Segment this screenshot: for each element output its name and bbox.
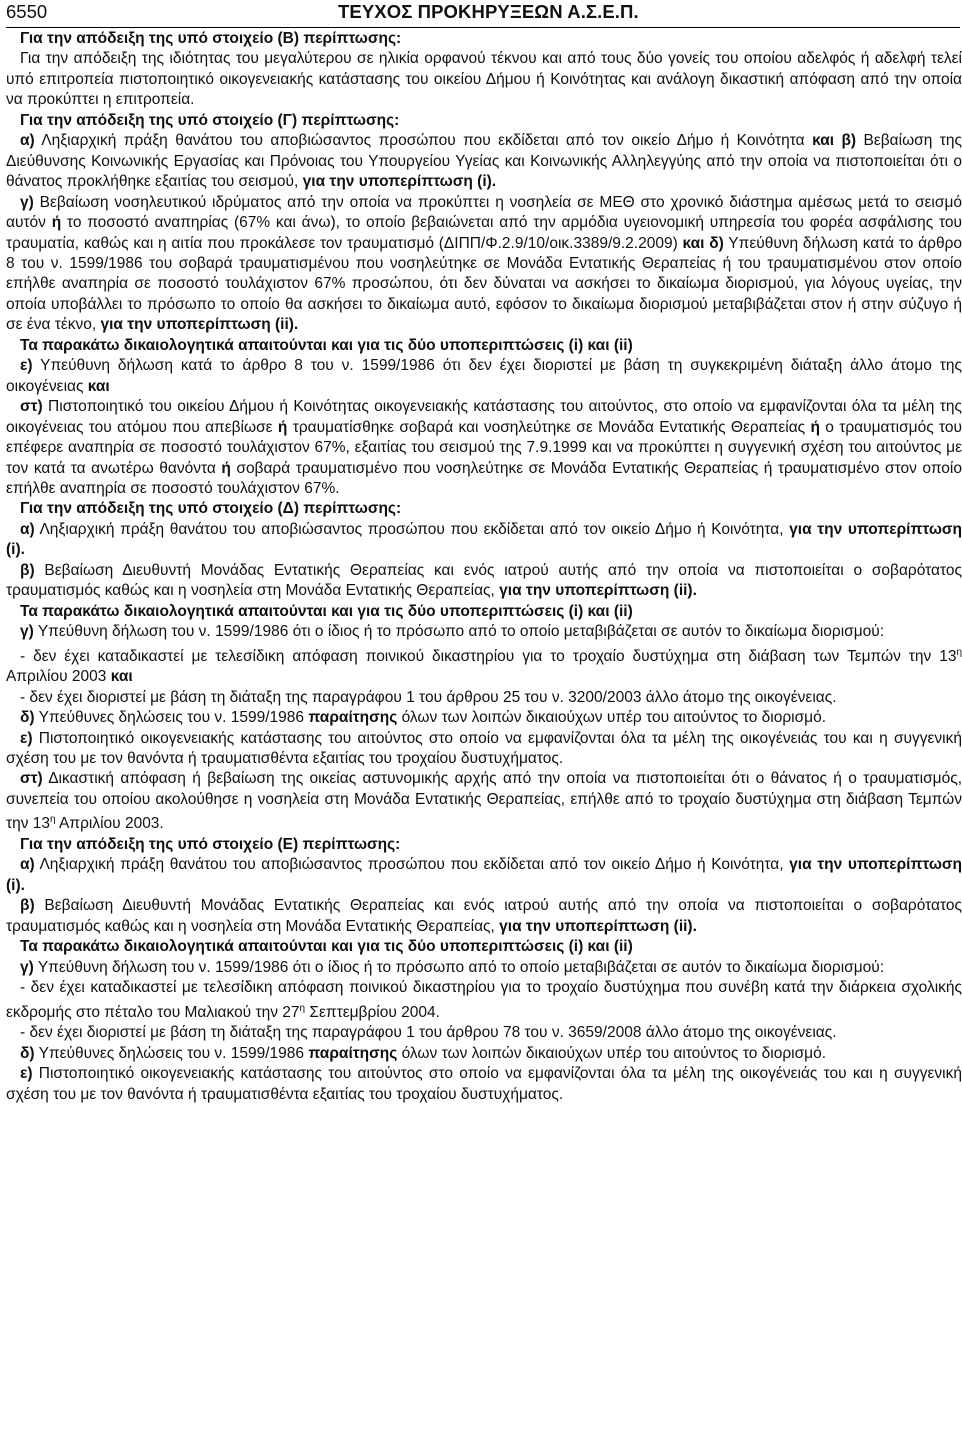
journal-title: ΤΕΥΧΟΣ ΠΡΟΚΗΡΥΞΕΩΝ Α.Σ.Ε.Π. — [338, 1, 639, 22]
paragraph — [6, 520, 962, 561]
bold-text: Για την απόδειξη της υπό στοιχείο (Δ) περίπτωσης: — [20, 500, 402, 518]
text-run: - δεν έχει διοριστεί με βάση τη διάταξη της παραγράφου 1 του άρθρου 25 του ν. 3200/2003 άλλο άτομο της οικογένειας. — [20, 688, 837, 706]
text-run: Πιστοποιητικό οικογενειακής κατάστασης του αιτούντος στο οποίο να εμφανίζονται όλα τα μέλη της οικογένειάς του και η συγγενική σχέση του με τον θανόντα ή τραυματισθέντα εξαιτίας του τροχαίου δυστυχήματος. — [6, 1065, 962, 1103]
paragraph — [6, 561, 962, 602]
bold-text: Για την απόδειξη της υπό στοιχείο (Ε) περίπτωσης: — [20, 835, 401, 853]
superscript-text: η — [50, 814, 56, 826]
paragraph — [6, 643, 962, 688]
bold-text: Τα παρακάτω δικαιολογητικά απαιτούνται και για τις δύο υποπεριπτώσεις (i) και (ii) — [20, 602, 633, 620]
paragraph — [6, 356, 962, 397]
bold-text: γ) — [20, 623, 34, 641]
bold-text: ε) — [20, 729, 33, 747]
bold-text: στ) — [20, 770, 43, 788]
text-run: Βεβαίωση νοσηλευτικού ιδρύματος από την οποία να προκύπτει η νοσηλεία σε ΜΕΘ στο χρονικό διάστημα αμέσως μετά το σεισμό αυτόν — [6, 193, 962, 232]
bold-text: και — [87, 377, 110, 395]
bold-text: α) — [20, 132, 35, 150]
text-run: όλων των λοιπών δικαιούχων υπέρ του αιτούντος το διορισμό. — [397, 1044, 827, 1062]
paragraph — [6, 49, 962, 110]
bold-text: ή — [810, 418, 820, 436]
bold-text: για την υποπερίπτωση (i). — [6, 520, 962, 559]
paragraph — [6, 336, 962, 356]
paragraph — [6, 855, 962, 896]
bold-text: για την υποπερίπτωση (i). — [6, 856, 962, 894]
text-run: ο τραυματισμός του επέφερε αναπηρία σε ποσοστό τουλάχιστον 67%, εξαιτίας του σεισμού της 7.9.1999 και να προκύπτει η συγγενική σχέση του αιτούντος με τον κατά τα ανωτέρω θανόντα — [6, 418, 962, 477]
bold-text: γ) — [20, 193, 34, 211]
bold-text: α) — [20, 520, 35, 538]
paragraph — [6, 688, 962, 708]
bold-text: δ) — [20, 1044, 35, 1062]
bold-text: Τα παρακάτω δικαιολογητικά απαιτούνται και για τις δύο υποπεριπτώσεις (i) και (ii) — [20, 938, 633, 956]
text-run: Υπεύθυνη δήλωση του ν. 1599/1986 ότι ο ίδιος ή το πρόσωπο από το οποίο μεταβιβάζεται σε αυτόν το δικαίωμα διορισμού: — [33, 958, 885, 976]
bold-text: ή — [221, 459, 231, 477]
text-run: Υπεύθυνες δηλώσεις του ν. 1599/1986 — [34, 709, 309, 727]
text-run: Πιστοποιητικό οικογενειακής κατάστασης του αιτούντος στο οποίο να εμφανίζονται όλα τα μέλη της οικογένειάς του και η συγγενική σχέση του με τον θανόντα ή τραυματισθέντα εξαιτίας του τροχαίου δυστυχήματος. — [6, 729, 962, 768]
bold-text: και — [110, 668, 133, 686]
text-run: Για την απόδειξη της ιδιότητας του μεγαλύτερου σε ηλικία ορφανού τέκνου και από τους δύο γονείς του οποίου αδελφός ή αδελφή τελεί υπό επιτροπεία πιστοποιητικό οικογενειακής κατάστασης του οικείου Δήμου ή Κοινότητας και ανάλογη δικαστική απόφαση από την οποία να προκύπτει η επιτροπεία. — [6, 50, 962, 109]
text-run: Σεπτεμβρίου 2004. — [305, 1003, 440, 1021]
text-run: Υπεύθυνη δήλωση κατά το άρθρο 8 του ν. 1599/1986 του σοβαρά τραυματισμένου που νοσηλεύτηκε σε Μονάδα Εντατικής Θεραπείας ή του τραυματισμένου στον οποίο επήλθε αναπηρία σε ποσοστό τουλάχιστον 67% προσώπου, ότι δεν δύναται να ασκήσει το δικαίωμα διορισμού, για λόγους υγείας, την οποία υποβάλλει το πρόσωπο το οποίο θα ασκήσει το δικαίωμα αυτό, εφόσον το δικαίωμα διορισμού μεταβιβάζεται στον ή στην σύζυγο ή σε ένα τέκνο, — [6, 234, 962, 334]
text-run: Απριλίου 2003 — [6, 668, 111, 686]
text-run: Ληξιαρχική πράξη θανάτου του αποβιώσαντος προσώπου που εκδίδεται από τον οικείο Δήμο ή Κοινότητα, — [34, 520, 790, 538]
bold-text: Για την απόδειξη της υπό στοιχείο (Β) περίπτωσης: — [20, 30, 402, 47]
paragraph — [6, 397, 962, 499]
bold-text: ε) — [20, 1065, 33, 1083]
paragraph — [6, 111, 962, 131]
text-run: όλων των λοιπών δικαιούχων υπέρ του αιτούντος το διορισμό. — [397, 709, 827, 727]
bold-text: παραίτησης — [308, 1044, 398, 1062]
paragraph — [6, 131, 962, 192]
header-rule — [6, 27, 960, 28]
bold-text: παραίτησης — [308, 709, 398, 727]
bold-text: για την υποπερίπτωση (ii). — [499, 917, 697, 935]
bold-text: για την υποπερίπτωση (ii). — [499, 582, 697, 600]
bold-text: και β) — [812, 132, 857, 150]
text-run: - δεν έχει καταδικαστεί με τελεσίδικη απόφαση ποινικού δικαστηρίου για το τροχαίο δυστύχημα στη διάβαση των Τεμπών την 13 — [20, 647, 957, 665]
paragraph — [6, 769, 962, 835]
bold-text: ε) — [20, 357, 33, 375]
text-run: Πιστοποιητικό του οικείου Δήμου ή Κοινότητας οικογενειακής κατάστασης του αιτούντος, στο οποίο να εμφανίζονται όλα τα μέλη της οικογένειας του ατόμου που απεβίωσε — [6, 398, 962, 436]
text-run: Ληξιαρχική πράξη θανάτου του αποβιώσαντος προσώπου που εκδίδεται από τον οικείο Δήμο ή Κοινότητα — [34, 132, 813, 150]
bold-text: και δ) — [682, 234, 724, 252]
superscript-text: η — [299, 1002, 306, 1014]
paragraph — [6, 708, 962, 728]
text-run: Βεβαίωση Διευθυντή Μονάδας Εντατικής Θεραπείας και ενός ιατρού αυτής από την οποία να πιστοποιείται ο σοβαρότατος τραυματισμός καθώς και η νοσηλεία στη Μονάδα Εντατικής Θεραπείας, — [6, 561, 962, 600]
text-run: τραυματίσθηκε σοβαρά και νοσηλεύτηκε σε Μονάδα Εντατικής Θεραπείας — [287, 418, 811, 436]
bold-text: Τα παρακάτω δικαιολογητικά απαιτούνται και για τις δύο υποπεριπτώσεις (i) και (ii) — [20, 336, 633, 354]
paragraph — [6, 937, 962, 957]
page-number: 6550 — [6, 1, 48, 22]
text-run: Υπεύθυνη δήλωση κατά το άρθρο 8 του ν. 1599/1986 ότι δεν έχει διοριστεί με βάση τη συγκεκριμένη διάταξη άλλο άτομο της οικογένειας — [6, 357, 962, 395]
text-run: Απριλίου 2003. — [55, 815, 164, 833]
paragraph — [6, 1023, 962, 1043]
paragraph — [6, 499, 962, 519]
text-run: Ληξιαρχική πράξη θανάτου του αποβιώσαντος προσώπου που εκδίδεται από τον οικείο Δήμο ή Κοινότητα, — [34, 856, 790, 874]
paragraph — [6, 896, 962, 937]
bold-text: ή — [277, 418, 288, 436]
text-run: Βεβαίωση Διευθυντή Μονάδας Εντατικής Θεραπείας και ενός ιατρού αυτής από την οποία να πιστοποιείται ο σοβαρότατος τραυματισμός καθώς και η νοσηλεία στη Μονάδα Εντατικής Θεραπείας, — [6, 897, 962, 935]
text-run: Δικαστική απόφαση ή βεβαίωση της οικείας αστυνομικής αρχής από την οποία να πιστοποιείται ότι ο θάνατος ή ο τραυματισμός, συνεπεία του οποίου ακολούθησε η νοσηλεία στη Μονάδα Εντατικής Θεραπείας, επήλθε από το τροχαίο δυστύχημα στη διάβαση Τεμπών την 13 — [6, 770, 962, 833]
paragraph — [6, 729, 962, 770]
paragraph — [6, 835, 962, 855]
text-run: - δεν έχει καταδικαστεί με τελεσίδικη απόφαση ποινικού δικαστηρίου για το τροχαίο δυστύχημα που συνέβη κατά την διάρκεια σχολικής εκδρομής στο πέταλο του Μαλιακού την 27 — [6, 979, 962, 1021]
bold-text: β) — [20, 897, 35, 915]
text-run: - δεν έχει διοριστεί με βάση τη διάταξη της παραγράφου 1 του άρθρου 78 του ν. 3659/2008 άλλο άτομο της οικογένειας. — [20, 1024, 837, 1042]
bold-text: στ) — [20, 398, 43, 416]
paragraph — [6, 193, 962, 336]
paragraph — [6, 958, 962, 978]
bold-text: ή — [51, 214, 62, 232]
paragraph — [6, 1064, 962, 1105]
paragraph — [6, 29, 962, 49]
paragraph — [6, 1044, 962, 1064]
bold-text: για την υποπερίπτωση (i). — [302, 173, 497, 191]
text-run: σοβαρά τραυματισμένο που νοσηλεύτηκε σε Μονάδα Εντατικής Θεραπείας ή τραυματισμένο στον οποίο επήλθε αναπηρία σε ποσοστό τουλάχιστον 67%. — [6, 459, 962, 497]
text-run: Βεβαίωση της Διεύθυνσης Κοινωνικής Εργασίας και Πρόνοιας του Υπουργείου Υγείας και Κοινωνικής Αλληλεγγύης από την οποία να πιστοποιείται ότι ο θάνατος προκλήθηκε εξαιτίας του σεισμού, — [6, 132, 962, 191]
bold-text: β) — [20, 561, 35, 579]
document-body — [6, 29, 962, 1105]
bold-text: για την υποπερίπτωση (ii). — [100, 316, 299, 334]
text-run: το ποσοστό αναπηρίας (67% και άνω), το οποίο βεβαιώνεται από την αρμόδια υγειονομική υπηρεσία του φορέα ασφάλισης του τραυματία, καθώς και η αιτία που προκάλεσε τον τραυματισμό (ΔΙΠΠ/Φ.2.9/10/οικ.3389/9.2.2009) — [6, 214, 962, 252]
text-run: Υπεύθυνη δήλωση του ν. 1599/1986 ότι ο ίδιος ή το πρόσωπο από το οποίο μεταβιβάζεται σε αυτόν το δικαίωμα διορισμού: — [33, 623, 885, 641]
bold-text: δ) — [20, 709, 35, 727]
paragraph — [6, 978, 962, 1023]
bold-text: γ) — [20, 958, 34, 976]
paragraph — [6, 622, 962, 642]
bold-text: α) — [20, 856, 35, 874]
text-run: Υπεύθυνες δηλώσεις του ν. 1599/1986 — [34, 1044, 309, 1062]
superscript-text: η — [956, 646, 962, 658]
bold-text: Για την απόδειξη της υπό στοιχείο (Γ) περίπτωσης: — [20, 111, 400, 129]
page-header — [6, 1, 956, 27]
paragraph — [6, 602, 962, 622]
